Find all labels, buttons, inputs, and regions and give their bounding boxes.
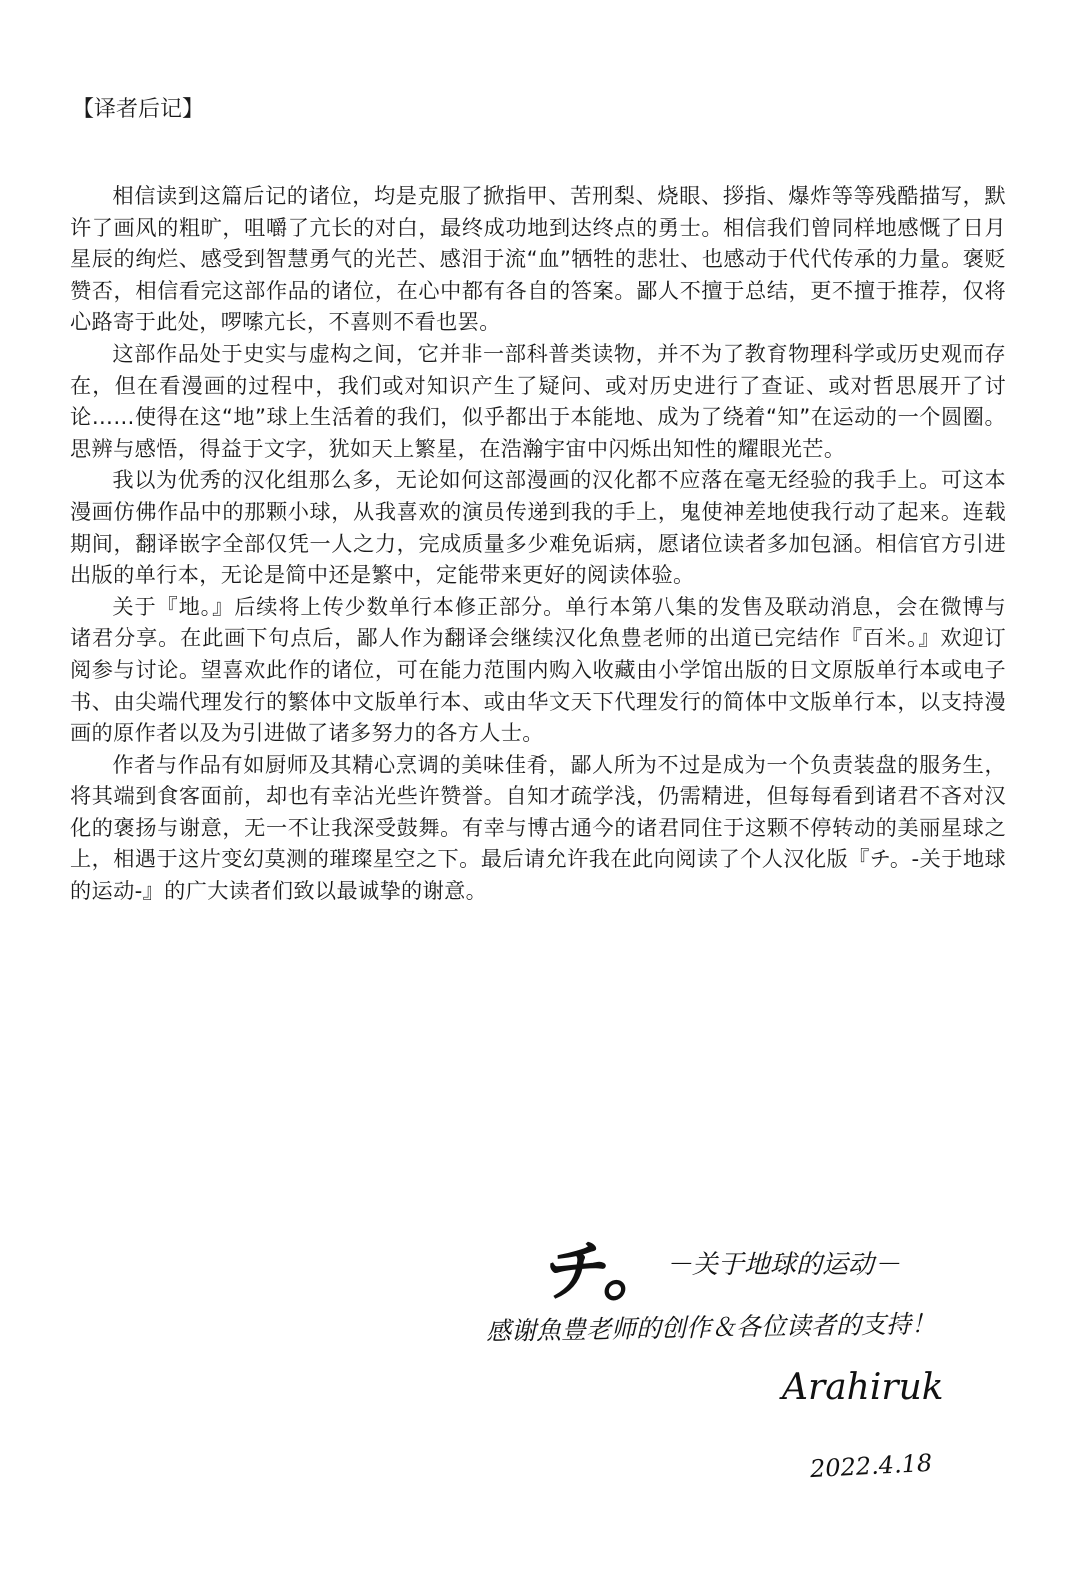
handwritten-thanks: 感谢魚豊老师的创作＆各位读者的支持！ bbox=[485, 1309, 937, 1346]
handwritten-signature: Arahiruk bbox=[782, 1367, 944, 1408]
paragraph-2: 这部作品处于史实与虚构之间，它并非一部科普类读物，并不为了教育物理科学或历史观而存在，但在看漫画的过程中，我们或对知识产生了疑问、或对历史进行了查证、或对哲思展开了讨论……使得在这“地”球上生活着的我们，似乎都出于本能地、成为了绕着“知”在运动的一个圆圈。思辨与感悟，得益于文字，犹如天上繁星，在浩瀚宇宙中闪烁出知性的耀眼光芒。 bbox=[70, 340, 1006, 461]
handwritten-date: 2022.4.18 bbox=[809, 1448, 933, 1484]
paragraph-1: 相信读到这篇后记的诸位，均是克服了掀指甲、苦刑梨、烧眼、拶指、爆炸等等残酷描写，默许了画风的粗旷，咀嚼了亢长的对白，最终成功地到达终点的勇士。相信我们曾同样地感慨了日月星辰的绚烂、感受到智慧勇气的光芒、感泪于流“血”牺牲的悲壮、也感动于代代传承的力量。褒贬赞否，相信看完这部作品的诸位，在心中都有各自的答案。鄙人不擅于总结，更不擅于推荐，仅将心路寄于此处，啰嗦亢长，不喜则不看也罢。 bbox=[70, 183, 1006, 335]
handwritten-subtitle: －关于地球的运动－ bbox=[666, 1250, 901, 1280]
handwritten-logo: チ。 bbox=[538, 1232, 678, 1310]
heading: 【译者后记】 bbox=[72, 97, 205, 122]
paragraph-5: 作者与作品有如厨师及其精心烹调的美味佳肴，鄙人所为不过是成为一个负责装盘的服务生，将其端到食客面前，却也有幸沾光些许赞誉。自知才疏学浅，仍需精进，但每每看到诸君不吝对汉化的褒扬与谢意，无一不让我深受鼓舞。有幸与博古通今的诸君同住于这颗不停转动的美丽星球之上，相遇于这片变幻莫测的璀璨星空之下。最后请允许我在此向阅读了个人汉化版『チ。-关于地球的运动-』的广大读者们致以最诚挚的谢意。 bbox=[70, 751, 1006, 904]
body-text bbox=[70, 180, 1006, 907]
paragraph-4: 关于『地。』后续将上传少数单行本修正部分。单行本第八集的发售及联动消息，会在微博与诸君分享。在此画下句点后，鄙人作为翻译会继续汉化魚豊老师的出道已完结作『百米。』欢迎订阅参与讨论。望喜欢此作的诸位，可在能力范围内购入收藏由小学馆出版的日文原版单行本或电子书、由尖端代理发行的繁体中文版单行本、或由华文天下代理发行的简体中文版单行本，以支持漫画的原作者以及为引进做了诸多努力的各方人士。 bbox=[70, 593, 1006, 746]
paragraph-3: 我以为优秀的汉化组那么多，无论如何这部漫画的汉化都不应落在毫无经验的我手上。可这本漫画仿佛作品中的那颗小球，从我喜欢的演员传递到我的手上，鬼使神差地使我行动了起来。连载期间，翻译嵌字全部仅凭一人之力，完成质量多少难免诟病，愿诸位读者多加包涵。相信官方引进出版的单行本，无论是简中还是繁中，定能带来更好的阅读体验。 bbox=[70, 467, 1006, 588]
